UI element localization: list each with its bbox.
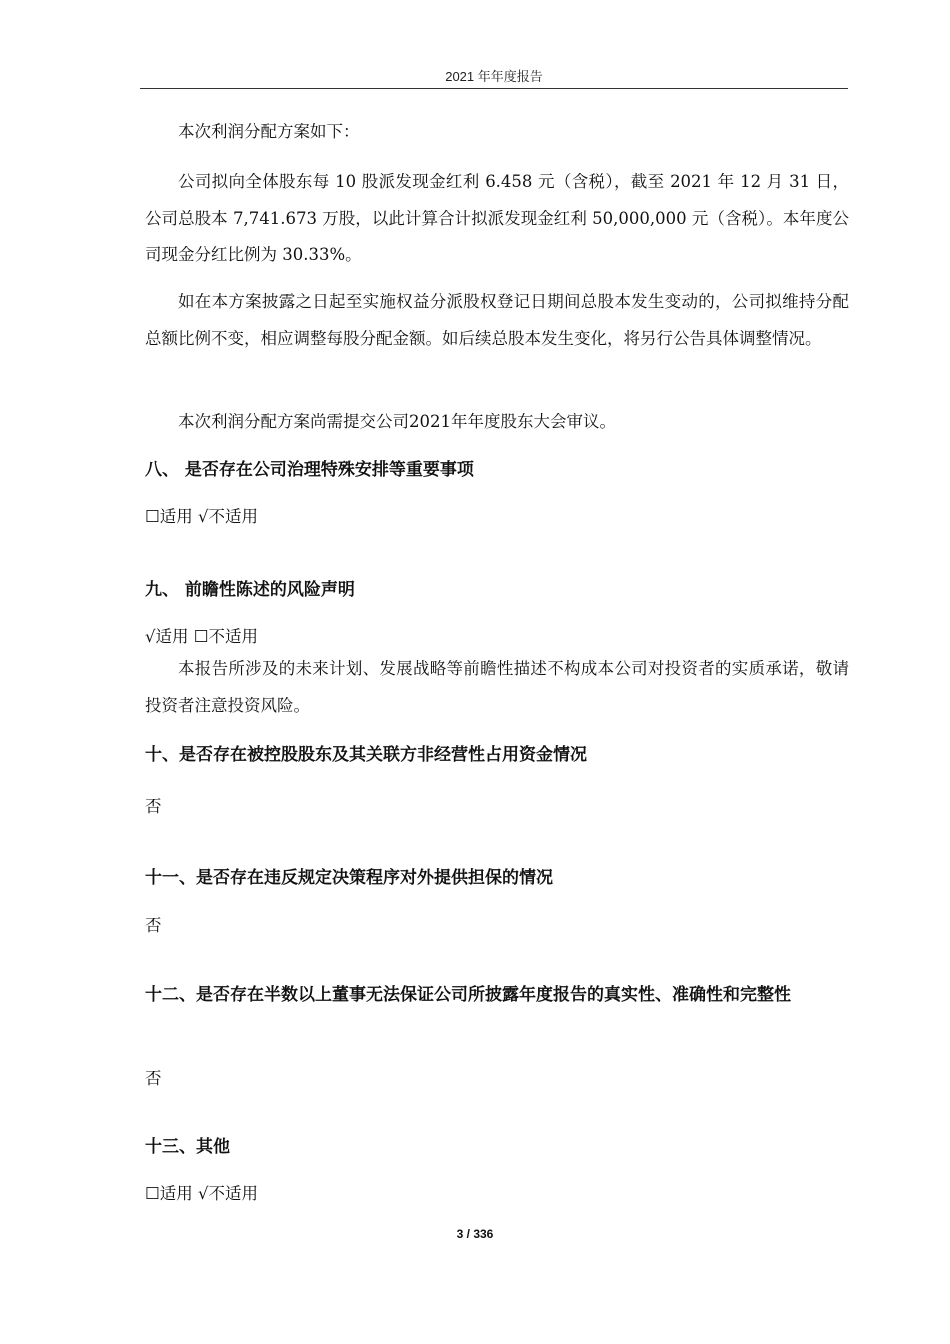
- section-9-heading: 九、 前瞻性陈述的风险声明: [145, 580, 355, 600]
- paragraph-share-change: 如在本方案披露之日起至实施权益分派股权登记日期间总股本发生变动的，公司拟维持分配总额比例不变，相应调整每股分配金额。如后续总股本发生变化，将另行公告具体调整情况。: [145, 292, 849, 348]
- section-10-answer: 否: [145, 797, 162, 816]
- section-11-answer: 否: [145, 916, 162, 935]
- section-12-heading: 十二、是否存在半数以上董事无法保证公司所披露年度报告的真实性、准确性和完整性: [145, 985, 791, 1005]
- paragraph-distribution-intro: 本次利润分配方案如下：: [178, 122, 360, 141]
- section-8-heading: 八、 是否存在公司治理特殊安排等重要事项: [145, 460, 474, 480]
- paragraph-approval: 本次利润分配方案尚需提交公司2021年年度股东大会审议。: [178, 412, 616, 431]
- page-number: 3 / 336: [456, 1227, 494, 1241]
- page-header-title: 2021 年年度报告: [445, 69, 543, 84]
- section-9-applicability: √适用 ☐不适用: [145, 627, 259, 646]
- section-8-applicability: ☐适用 √不适用: [145, 507, 259, 526]
- section-13-heading: 十三、其他: [145, 1137, 230, 1157]
- header-divider: [140, 88, 848, 89]
- section-11-heading: 十一、是否存在违反规定决策程序对外提供担保的情况: [145, 868, 553, 888]
- section-13-applicability: ☐适用 √不适用: [145, 1184, 259, 1203]
- section-10-heading: 十、是否存在被控股股东及其关联方非经营性占用资金情况: [145, 745, 587, 765]
- paragraph-risk-statement: 本报告所涉及的未来计划、发展战略等前瞻性描述不构成本公司对投资者的实质承诺，敬请投资者注意投资风险。: [145, 659, 849, 715]
- section-12-answer: 否: [145, 1069, 162, 1088]
- paragraph-dividend-detail: 公司拟向全体股东每 10 股派发现金红利 6.458 元（含税），截至 2021 年 12 月 31 日，公司总股本 7,741.673 万股，以此计算合计拟派发现金红利 50,000,000 元（含税）。本年度公司现金分红比例为 30.33%。: [145, 172, 849, 264]
